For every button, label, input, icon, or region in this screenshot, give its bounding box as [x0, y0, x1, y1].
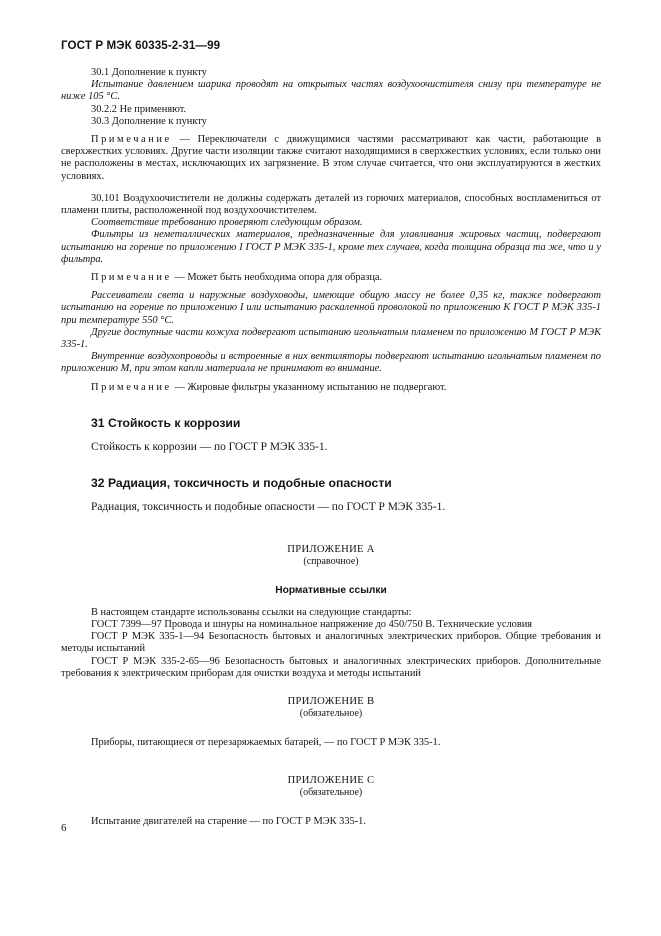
diffusers-test: Рассеиватели света и наружные воздуховоды, имеющие общую массу не более 0,35 кг, также подвергают испытанию на горение по приложению I или испытанию раскаленной проволокой по приложению К ГОСТ Р МЭК 335-1 при температуре 550 °С. [61, 290, 601, 326]
note-1-text: — Переключатели с движущимися частями рассматривают как части, работающие в сверхжестких условиях. Другие части изоляции также считают находящимися в сверхжестких условиях, если только они не расположены в местах, исключающих их загрязнение. В этом случае считается, что они эксплуатируются в жестких условиях. [61, 134, 601, 182]
appendix-c-title: ПРИЛОЖЕНИЕ С [287, 775, 375, 787]
page-number: 6 [61, 822, 67, 834]
ref-item: ГОСТ 7399—97 Провода и шнуры на номинальное напряжение до 450/750 В. Технические условия [91, 619, 533, 631]
clause-30-3: 30.3 Дополнение к пункту [91, 115, 207, 127]
appendix-a-title: ПРИЛОЖЕНИЕ А [287, 543, 375, 555]
note-2-text: — Может быть необходима опора для образца. [171, 272, 383, 284]
clause-30-2-2: 30.2.2 Не применяют. [91, 103, 187, 115]
normative-refs-heading: Нормативные ссылки [275, 584, 387, 596]
section-31-heading: 31 Стойкость к коррозии [91, 415, 241, 430]
note-2 [61, 272, 601, 284]
note-1-label: Примечание [91, 134, 172, 146]
appendix-c-subtitle: (обязательное) [299, 787, 363, 799]
section-31-text: Стойкость к коррозии — по ГОСТ Р МЭК 335-1. [91, 440, 328, 453]
note-3 [61, 382, 601, 394]
document-header: ГОСТ Р МЭК 60335-2-31—99 [61, 39, 221, 52]
enclosure-test: Другие доступные части кожуха подвергают испытанию игольчатым пламенем по приложению М ГОСТ Р МЭК 335-1. [61, 326, 601, 351]
refs-intro: В настоящем стандарте использованы ссылки на следующие стандарты: [91, 606, 412, 618]
compliance-check: Соответствие требованию проверяют следующим образом. [91, 217, 363, 229]
note-3-label: Примечание [91, 381, 172, 393]
section-32-heading: 32 Радиация, токсичность и подобные опасности [91, 475, 392, 490]
section-32-text: Радиация, токсичность и подобные опасности — по ГОСТ Р МЭК 335-1. [91, 500, 446, 513]
note-3-text: — Жировые фильтры указанному испытанию не подвергают. [171, 381, 447, 393]
document-body [61, 67, 601, 829]
appendix-b-subtitle: (обязательное) [299, 708, 363, 720]
filters-test: Фильтры из неметаллических материалов, предназначенные для улавливания жировых частиц, подвергают испытанию на горение по приложению I ГОСТ Р МЭК 335-1, кроме тех случаев, когда толщина образца та же, что и у фильтра. [61, 229, 601, 265]
appendix-c-text: Испытание двигателей на старение — по ГОСТ Р МЭК 335-1. [91, 816, 366, 828]
appendix-a-subtitle: (справочное) [303, 555, 359, 567]
ref-item: ГОСТ Р МЭК 335-2-65—96 Безопасность бытовых и аналогичных электрических приборов. Дополнительные требования к электрическим приборам для очистки воздуха и методы испытаний [61, 655, 601, 679]
ref-item: ГОСТ Р МЭК 335-1—94 Безопасность бытовых и аналогичных электрических приборов. Общие требования и методы испытаний [61, 631, 601, 655]
note-1 [61, 134, 601, 183]
clause-30-1: 30.1 Дополнение к пункту [91, 67, 207, 78]
note-2-label: Примечание [91, 272, 172, 284]
appendix-b-title: ПРИЛОЖЕНИЕ В [287, 696, 375, 708]
ducts-test: Внутренние воздухопроводы и встроенные в них вентиляторы подвергают испытанию игольчатым пламенем по приложению М, при этом капли материала не принимают во внимание. [61, 351, 601, 375]
clause-30-1-text: Испытание давлением шарика проводят на открытых частях воздухоочистителя снизу при температуре не ниже 105 °С. [61, 79, 601, 103]
appendix-b-text: Приборы, питающиеся от перезаряжаемых батарей, — по ГОСТ Р МЭК 335-1. [91, 737, 441, 749]
clause-30-101: 30.101 Воздухоочистители не должны содержать деталей из горючих материалов, способных воспламениться от пламени плиты, расположенной под воздухоочистителем. [61, 192, 601, 217]
